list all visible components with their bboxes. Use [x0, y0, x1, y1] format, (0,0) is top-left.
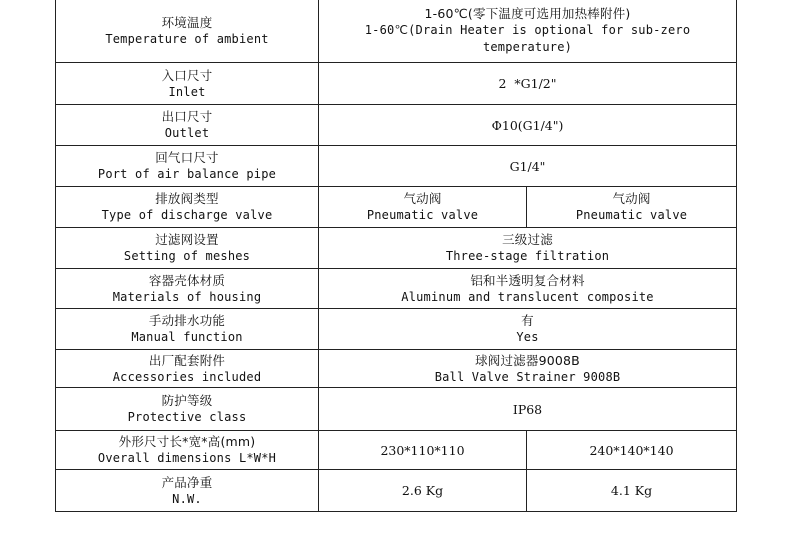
- label-cn: 防护等级: [161, 393, 213, 408]
- label-en: Type of discharge valve: [101, 208, 273, 222]
- table-row: [56, 431, 737, 470]
- row-label: [56, 228, 319, 269]
- row-value: [319, 350, 737, 388]
- table-row: [56, 309, 737, 350]
- row-value-left: 230*110*110: [319, 431, 527, 470]
- label-cn: 过滤网设置: [155, 232, 219, 247]
- label-en: Inlet: [168, 84, 206, 99]
- label-cn: 回气口尺寸: [155, 150, 219, 165]
- table-row: [56, 269, 737, 309]
- label-en: Temperature of ambient: [105, 31, 269, 46]
- table-row: [56, 388, 737, 431]
- row-value: [319, 269, 737, 309]
- row-value-left: [319, 187, 527, 228]
- label-cn: 手动排水功能: [148, 313, 226, 328]
- table-row: [56, 350, 737, 388]
- row-value-right: 4.1 Kg: [527, 470, 737, 512]
- label-cn: 出厂配套附件: [148, 352, 226, 368]
- row-value: [319, 0, 737, 63]
- table-row: [56, 63, 737, 105]
- row-value-right: [527, 187, 737, 228]
- table-row: [56, 0, 737, 63]
- row-label: [56, 388, 319, 431]
- row-label: [56, 0, 319, 63]
- row-label: [56, 309, 319, 350]
- label-en: Overall dimensions L*W*H: [97, 451, 277, 465]
- value-cn: 铝和半透明复合材料: [470, 272, 585, 288]
- row-value: 2 *G1/2": [319, 63, 737, 105]
- value-en: Ball Valve Strainer 9008B: [434, 369, 621, 384]
- row-value: [319, 228, 737, 269]
- value-line: temperature): [482, 40, 573, 54]
- table-row: [56, 228, 737, 269]
- label-en: Accessories included: [112, 369, 262, 384]
- row-value-right: 240*140*140: [527, 431, 737, 470]
- value-cn: 气动阀: [403, 191, 442, 206]
- row-label: [56, 146, 319, 187]
- row-value: Φ10(G1/4"): [319, 105, 737, 146]
- row-label: [56, 431, 319, 470]
- value-en: Three-stage filtration: [445, 249, 610, 263]
- row-label: [56, 470, 319, 512]
- table-row: [56, 105, 737, 146]
- label-cn: 出口尺寸: [161, 109, 213, 124]
- label-en: Outlet: [164, 126, 210, 140]
- label-cn: 容器壳体材质: [148, 272, 226, 288]
- row-value-left: 2.6 Kg: [319, 470, 527, 512]
- row-label: [56, 187, 319, 228]
- value-line: 1-60℃(零下温度可选用加热棒附件): [424, 6, 631, 21]
- label-cn: 外形尺寸长*宽*高(mm): [118, 434, 256, 449]
- label-en: Setting of meshes: [123, 249, 251, 263]
- row-label: [56, 269, 319, 309]
- label-cn: 排放阀类型: [155, 191, 219, 206]
- label-cn: 环境温度: [161, 14, 213, 30]
- row-label: [56, 350, 319, 388]
- label-en: Manual function: [131, 330, 243, 344]
- table-row: [56, 146, 737, 187]
- value-cn: 三级过滤: [502, 232, 553, 247]
- label-en: N.W.: [172, 491, 202, 506]
- table-row: [56, 187, 737, 228]
- spec-table: [55, 0, 737, 512]
- table-row: [56, 470, 737, 512]
- value-en: Pneumatic valve: [575, 208, 688, 222]
- row-value: [319, 309, 737, 350]
- row-value: IP68: [319, 388, 737, 431]
- label-en: Protective class: [127, 410, 247, 424]
- label-cn: 入口尺寸: [161, 67, 213, 83]
- value-en: Yes: [516, 330, 539, 344]
- label-en: Materials of housing: [112, 289, 262, 304]
- value-en: Pneumatic valve: [366, 208, 479, 222]
- row-value: G1/4": [319, 146, 737, 187]
- value-en: Aluminum and translucent composite: [401, 289, 654, 304]
- value-cn: 气动阀: [612, 191, 651, 206]
- row-label: [56, 105, 319, 146]
- label-en: Port of air balance pipe: [97, 167, 277, 181]
- row-label: [56, 63, 319, 105]
- value-line: 1-60℃(Drain Heater is optional for sub-zero: [364, 23, 691, 37]
- value-cn: 有: [521, 313, 534, 328]
- value-cn: 球阀过滤器9008B: [475, 352, 580, 368]
- label-cn: 产品净重: [161, 474, 213, 490]
